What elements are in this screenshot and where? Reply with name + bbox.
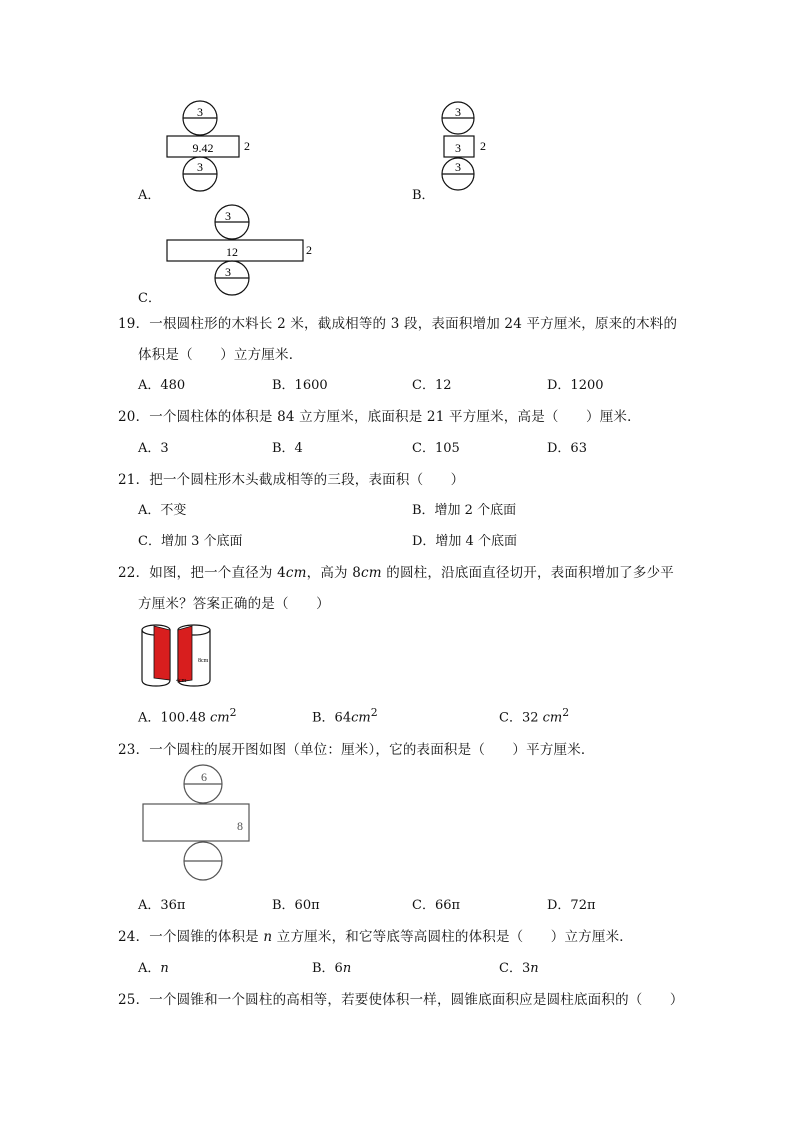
q22-option-a-sup: 2 xyxy=(229,706,237,719)
q25-text-line1: 25．一个圆锥和一个圆柱的高相等，若要使体积一样，圆锥底面积应是圆柱底面积的（ ） xyxy=(118,992,684,1008)
q22-option-a[interactable] xyxy=(138,706,237,725)
q19-text-line2: 体积是（ ）立方厘米． xyxy=(138,347,303,363)
q19-option-c[interactable]: C．12 xyxy=(412,378,452,393)
q22-cylinder-figure xyxy=(136,620,216,692)
fig-b-top-label: 3 xyxy=(455,105,461,119)
q19-text-line1: 19．一根圆柱形的木料长 2 米，截成相等的 3 段，表面积增加 24 平方厘米，原来的木料的 xyxy=(118,316,678,332)
q20-text-line1: 20．一个圆柱体的体积是 84 立方厘米，底面积是 21 平方厘米，高是（ ）厘米． xyxy=(118,409,641,425)
fig-b-bottom-label: 3 xyxy=(455,160,461,174)
q21-option-d[interactable]: D．增加 4 个底面 xyxy=(412,534,517,549)
fig-a-side-label: 2 xyxy=(244,139,250,153)
q22-option-a-text: A．100.48 xyxy=(138,710,211,726)
q24-option-b-var: n xyxy=(342,961,352,976)
q23-option-b[interactable]: B．60π xyxy=(272,898,320,913)
q22-option-c-unit: cm xyxy=(542,710,563,726)
q23-option-d[interactable]: D．72π xyxy=(547,898,596,913)
fig-c-bottom-label: 3 xyxy=(225,265,231,279)
fig-a-top-label: 3 xyxy=(197,105,203,119)
q20-option-b[interactable]: B．4 xyxy=(272,441,303,456)
q19-option-a[interactable]: A．480 xyxy=(138,378,186,393)
fig-c-side-label: 2 xyxy=(306,243,312,257)
q22-option-c-text: C．32 xyxy=(499,710,543,726)
q24-option-c-text: C．3 xyxy=(499,961,531,976)
q24-option-c[interactable] xyxy=(499,957,539,976)
q24-option-a-var: n xyxy=(160,961,169,976)
q22-option-c[interactable] xyxy=(499,706,569,725)
q22-option-b-sup: 2 xyxy=(370,706,378,719)
q21-option-a[interactable]: A．不变 xyxy=(138,503,187,518)
q18-option-a[interactable]: A． xyxy=(138,188,161,203)
fig-b-rect-label: 3 xyxy=(455,141,461,155)
q20-option-d[interactable]: D．63 xyxy=(547,441,587,456)
q22-option-b[interactable] xyxy=(312,706,378,725)
fig-b-side-label: 2 xyxy=(480,139,486,153)
q19-option-b[interactable]: B．1600 xyxy=(272,378,328,393)
q20-option-c[interactable]: C．105 xyxy=(412,441,460,456)
q24-option-a-text: A． xyxy=(138,961,161,976)
q22-text-line1 xyxy=(118,561,674,581)
net-top-label: 6 xyxy=(201,770,207,784)
q24-variable: n xyxy=(263,929,273,945)
fig-c-top-label: 3 xyxy=(225,209,231,223)
q22-option-c-sup: 2 xyxy=(562,706,570,719)
q23-option-a[interactable]: A．36π xyxy=(138,898,186,913)
q18-figure-a xyxy=(160,98,260,193)
q21-text-line1: 21．把一个圆柱形木头截成相等的三段，表面积（ ） xyxy=(118,472,465,488)
q22-unit-2: cm xyxy=(361,565,382,581)
q22-option-b-unit: cm xyxy=(351,710,371,726)
q22-option-a-unit: cm xyxy=(210,710,230,726)
q24-option-b[interactable] xyxy=(312,957,351,976)
q24-text-line1 xyxy=(118,925,633,945)
q23-net-figure xyxy=(138,764,258,882)
fig-diameter-label: 4cm xyxy=(176,678,187,684)
q18-figure-b xyxy=(430,98,500,193)
q18-figure-c xyxy=(160,202,320,297)
q23-text-line1: 23．一个圆柱的展开图如图（单位：厘米），它的表面积是（ ）平方厘米． xyxy=(118,742,595,758)
net-side-label: 8 xyxy=(237,819,243,833)
q18-option-b[interactable]: B． xyxy=(412,188,435,203)
fig-c-rect-label: 12 xyxy=(226,245,238,259)
q24-text-part-a: 24．一个圆锥的体积是 xyxy=(118,929,264,945)
q24-text-part-b: 立方厘米，和它等底等高圆柱的体积是（ ）立方厘米． xyxy=(272,929,633,945)
q22-option-b-text: B．64 xyxy=(312,710,352,726)
q22-text-part-c: 的圆柱，沿底面直径切开，表面积增加了多少平 xyxy=(381,565,674,581)
q21-option-b[interactable]: B．增加 2 个底面 xyxy=(412,503,517,518)
q21-option-c[interactable]: C．增加 3 个底面 xyxy=(138,534,243,549)
fig-height-label: 8cm xyxy=(198,658,209,664)
q24-option-a[interactable] xyxy=(138,957,169,976)
fig-a-bottom-label: 3 xyxy=(197,160,203,174)
fig-a-rect-label: 9.42 xyxy=(192,141,214,155)
q22-text-part-b: ，高为 8 xyxy=(306,565,362,581)
q20-option-a[interactable]: A．3 xyxy=(138,441,169,456)
q24-option-c-var: n xyxy=(530,961,539,976)
q24-option-b-text: B．6 xyxy=(312,961,343,976)
q19-option-d[interactable]: D．1200 xyxy=(547,378,604,393)
q22-text-part-a: 22．如图，把一个直径为 4 xyxy=(118,565,286,581)
q22-unit-1: cm xyxy=(285,565,307,581)
q18-option-c[interactable]: C． xyxy=(138,291,161,306)
q22-text-line2: 方厘米？答案正确的是（ ） xyxy=(138,596,330,612)
q23-option-c[interactable]: C．66π xyxy=(412,898,461,913)
